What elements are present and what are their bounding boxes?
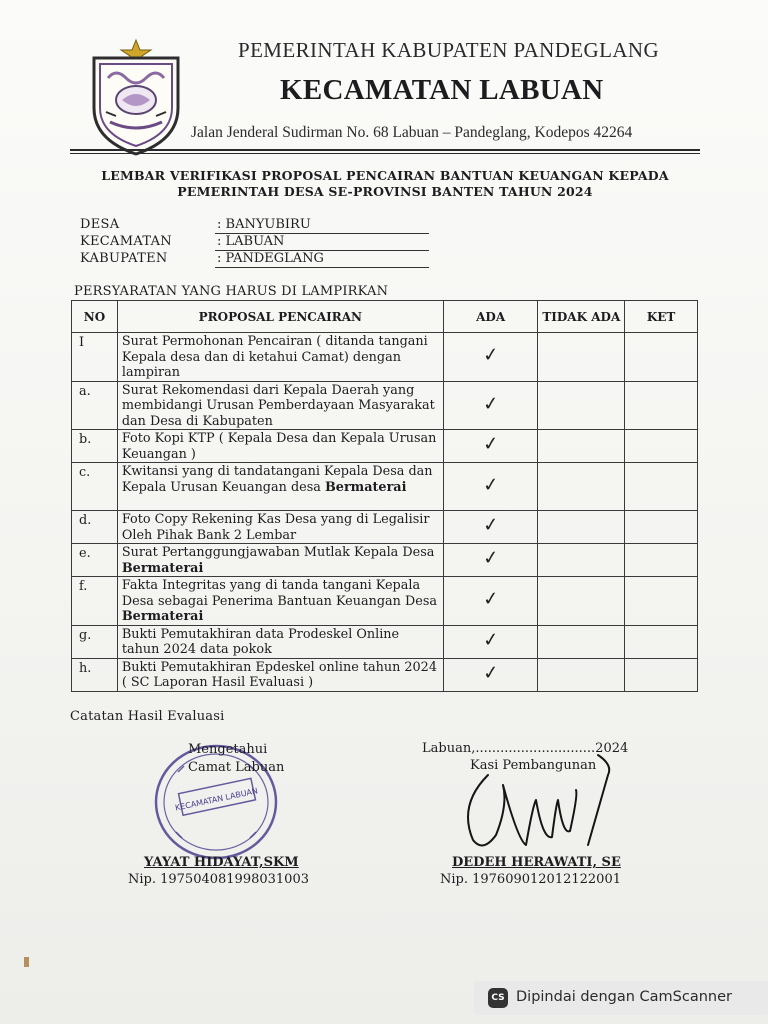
table-row [72, 625, 698, 658]
row-tidak-ada-cell [538, 625, 625, 658]
row-description [117, 625, 443, 658]
checkmark-icon: ✓ [481, 660, 500, 685]
left-signatory-title [188, 741, 284, 777]
table-row [72, 577, 698, 626]
row-ada-cell [443, 658, 538, 691]
letterhead-rule-thin [70, 153, 700, 154]
checkmark-icon: ✓ [481, 587, 500, 611]
row-description-text: Foto Kopi KTP ( Kepala Desa dan Kepala Urusan Keuangan ) [121, 431, 437, 462]
row-description [117, 577, 443, 626]
checkmark-icon: ✓ [481, 627, 500, 652]
info-value: : LABUAN [215, 234, 429, 251]
row-description-text: Fakta Integritas yang di tanda tangani Kepala Desa sebagai Penerima Bantuan Keuangan Desa [121, 578, 438, 609]
row-description-text: Foto Copy Rekening Kas Desa yang di Legalisir Oleh Pihak Bank 2 Lembar [121, 512, 430, 543]
row-description [117, 333, 443, 382]
row-tidak-ada-cell [538, 381, 625, 430]
row-ket-cell [625, 625, 698, 658]
row-description-text: Bukti Pemutakhiran data Prodeskel Online tahun 2024 data pokok [121, 626, 400, 657]
row-ada-cell [443, 625, 538, 658]
row-description-text: Kwitansi yang di tandatangani Kepala Desa dan Kepala Urusan Keuangan desa [121, 464, 433, 495]
right-signatory-name: DEDEH HERAWATI, SE [452, 855, 621, 870]
row-description [117, 463, 443, 511]
row-tidak-ada-cell [538, 430, 625, 463]
government-name: PEMERINTAH KABUPATEN PANDEGLANG [238, 38, 660, 62]
left-signatory-nip: Nip. 197504081998031003 [128, 872, 309, 887]
checkmark-icon: ✓ [481, 513, 500, 538]
requirements-table [71, 300, 698, 692]
handwritten-signature [448, 745, 618, 860]
row-number: c. [72, 463, 118, 511]
row-description-text: Bukti Pemutakhiran Epdeskel online tahun 2024 ( SC Laporan Hasil Evaluasi ) [121, 659, 437, 690]
left-signatory-line-2: Camat Labuan [188, 760, 285, 775]
info-label: DESA [80, 217, 120, 232]
info-label: KECAMATAN [80, 234, 172, 249]
table-row [72, 658, 698, 691]
row-tidak-ada-cell [538, 658, 625, 691]
checkmark-icon: ✓ [481, 546, 500, 571]
document-title-line-1: LEMBAR VERIFIKASI PROPOSAL PENCAIRAN BANTUAN KEUANGAN KEPADA [101, 168, 669, 183]
row-tidak-ada-cell [538, 511, 625, 544]
row-tidak-ada-cell [538, 333, 625, 382]
table-row [72, 333, 698, 382]
right-signatory-nip: Nip. 197609012012122001 [440, 872, 621, 887]
row-tidak-ada-cell [538, 544, 625, 577]
row-description [117, 511, 443, 544]
row-number: f. [72, 577, 118, 626]
row-description [117, 381, 443, 430]
checkmark-icon: ✓ [481, 343, 500, 367]
row-tidak-ada-cell [538, 577, 625, 626]
document-title [70, 168, 700, 200]
village-info-block [80, 217, 440, 268]
right-signatory-role: Kasi Pembangunan [470, 758, 597, 773]
row-ket-cell [625, 463, 698, 511]
camscanner-icon: CS [488, 988, 508, 1008]
requirements-heading: PERSYARATAN YANG HARUS DI LAMPIRKAN [74, 284, 389, 299]
letterhead-rule-thick [70, 149, 700, 151]
row-ket-cell [625, 511, 698, 544]
row-ada-cell [443, 463, 538, 511]
row-tidak-ada-cell [538, 463, 625, 511]
document-title-line-2: PEMERINTAH DESA SE-PROVINSI BANTEN TAHUN 2024 [177, 184, 593, 199]
row-number: e. [72, 544, 118, 577]
row-ket-cell [625, 577, 698, 626]
office-address: Jalan Jenderal Sudirman No. 68 Labuan – Pandeglang, Kodepos 42264 [191, 124, 633, 141]
row-ket-cell [625, 430, 698, 463]
info-value: : BANYUBIRU [215, 217, 429, 234]
row-ada-cell [443, 577, 538, 626]
row-number: h. [72, 658, 118, 691]
row-description [117, 544, 443, 577]
row-ada-cell [443, 430, 538, 463]
regency-emblem-logo [86, 38, 186, 158]
row-description-text: Surat Permohonan Pencairan ( ditanda tangani Kepala desa dan di ketahui Camat) dengan lampiran [121, 334, 428, 380]
header-proposal: PROPOSAL PENCAIRAN [117, 301, 443, 333]
row-description-emphasis: Bermaterai [121, 609, 204, 624]
evaluation-notes-label: Catatan Hasil Evaluasi [70, 709, 225, 724]
row-description-emphasis: Bermaterai [121, 560, 204, 576]
camscanner-watermark [474, 981, 768, 1015]
row-ket-cell [625, 658, 698, 691]
info-row-desa [80, 217, 440, 234]
stamp-text: KECAMATAN LABUAN [174, 786, 259, 813]
camscanner-label: Dipindai dengan CamScanner [516, 989, 733, 1005]
table-row [72, 544, 698, 577]
header-no: NO [72, 301, 118, 333]
table-row [72, 463, 698, 511]
header-ket: KET [625, 301, 698, 333]
row-ada-cell [443, 544, 538, 577]
header-ada: ADA [443, 301, 538, 333]
scan-edge-mark [24, 957, 29, 967]
table-header-row [72, 301, 698, 333]
row-number: d. [72, 511, 118, 544]
district-name: KECAMATAN LABUAN [280, 74, 604, 106]
info-label: KABUPATEN [80, 251, 168, 266]
info-value: : PANDEGLANG [215, 251, 429, 268]
info-row-kecamatan [80, 234, 440, 251]
checkmark-icon: ✓ [481, 432, 500, 457]
row-description-text: Surat Pertanggungjawaban Mutlak Kepala Desa [121, 545, 435, 560]
row-ada-cell [443, 381, 538, 430]
row-ket-cell [625, 381, 698, 430]
header-tidak-ada: TIDAK ADA [538, 301, 625, 333]
row-ada-cell [443, 511, 538, 544]
row-description-text: Surat Rekomendasi dari Kepala Daerah yang membidangi Urusan Pemberdayaan Masyarakat dan Desa di Kabupaten [121, 382, 435, 429]
table-row [72, 430, 698, 463]
table-row [72, 381, 698, 430]
row-number: g. [72, 625, 118, 658]
left-signatory-line-1: Mengetahui [188, 742, 268, 757]
row-number: a. [72, 381, 118, 430]
row-number: b. [72, 430, 118, 463]
row-ket-cell [625, 544, 698, 577]
info-row-kabupaten [80, 251, 440, 268]
checkmark-icon: ✓ [481, 472, 500, 497]
left-signatory-name: YAYAT HIDAYAT,SKM [144, 855, 299, 870]
table-row [72, 511, 698, 544]
row-description [117, 658, 443, 691]
checkmark-icon: ✓ [481, 391, 500, 416]
row-ket-cell [625, 333, 698, 382]
row-description-emphasis: Bermaterai [324, 479, 407, 495]
row-description [117, 430, 443, 463]
row-ada-cell [443, 333, 538, 382]
row-number: I [72, 333, 118, 382]
place-and-date: Labuan,.............................2024 [422, 741, 629, 756]
